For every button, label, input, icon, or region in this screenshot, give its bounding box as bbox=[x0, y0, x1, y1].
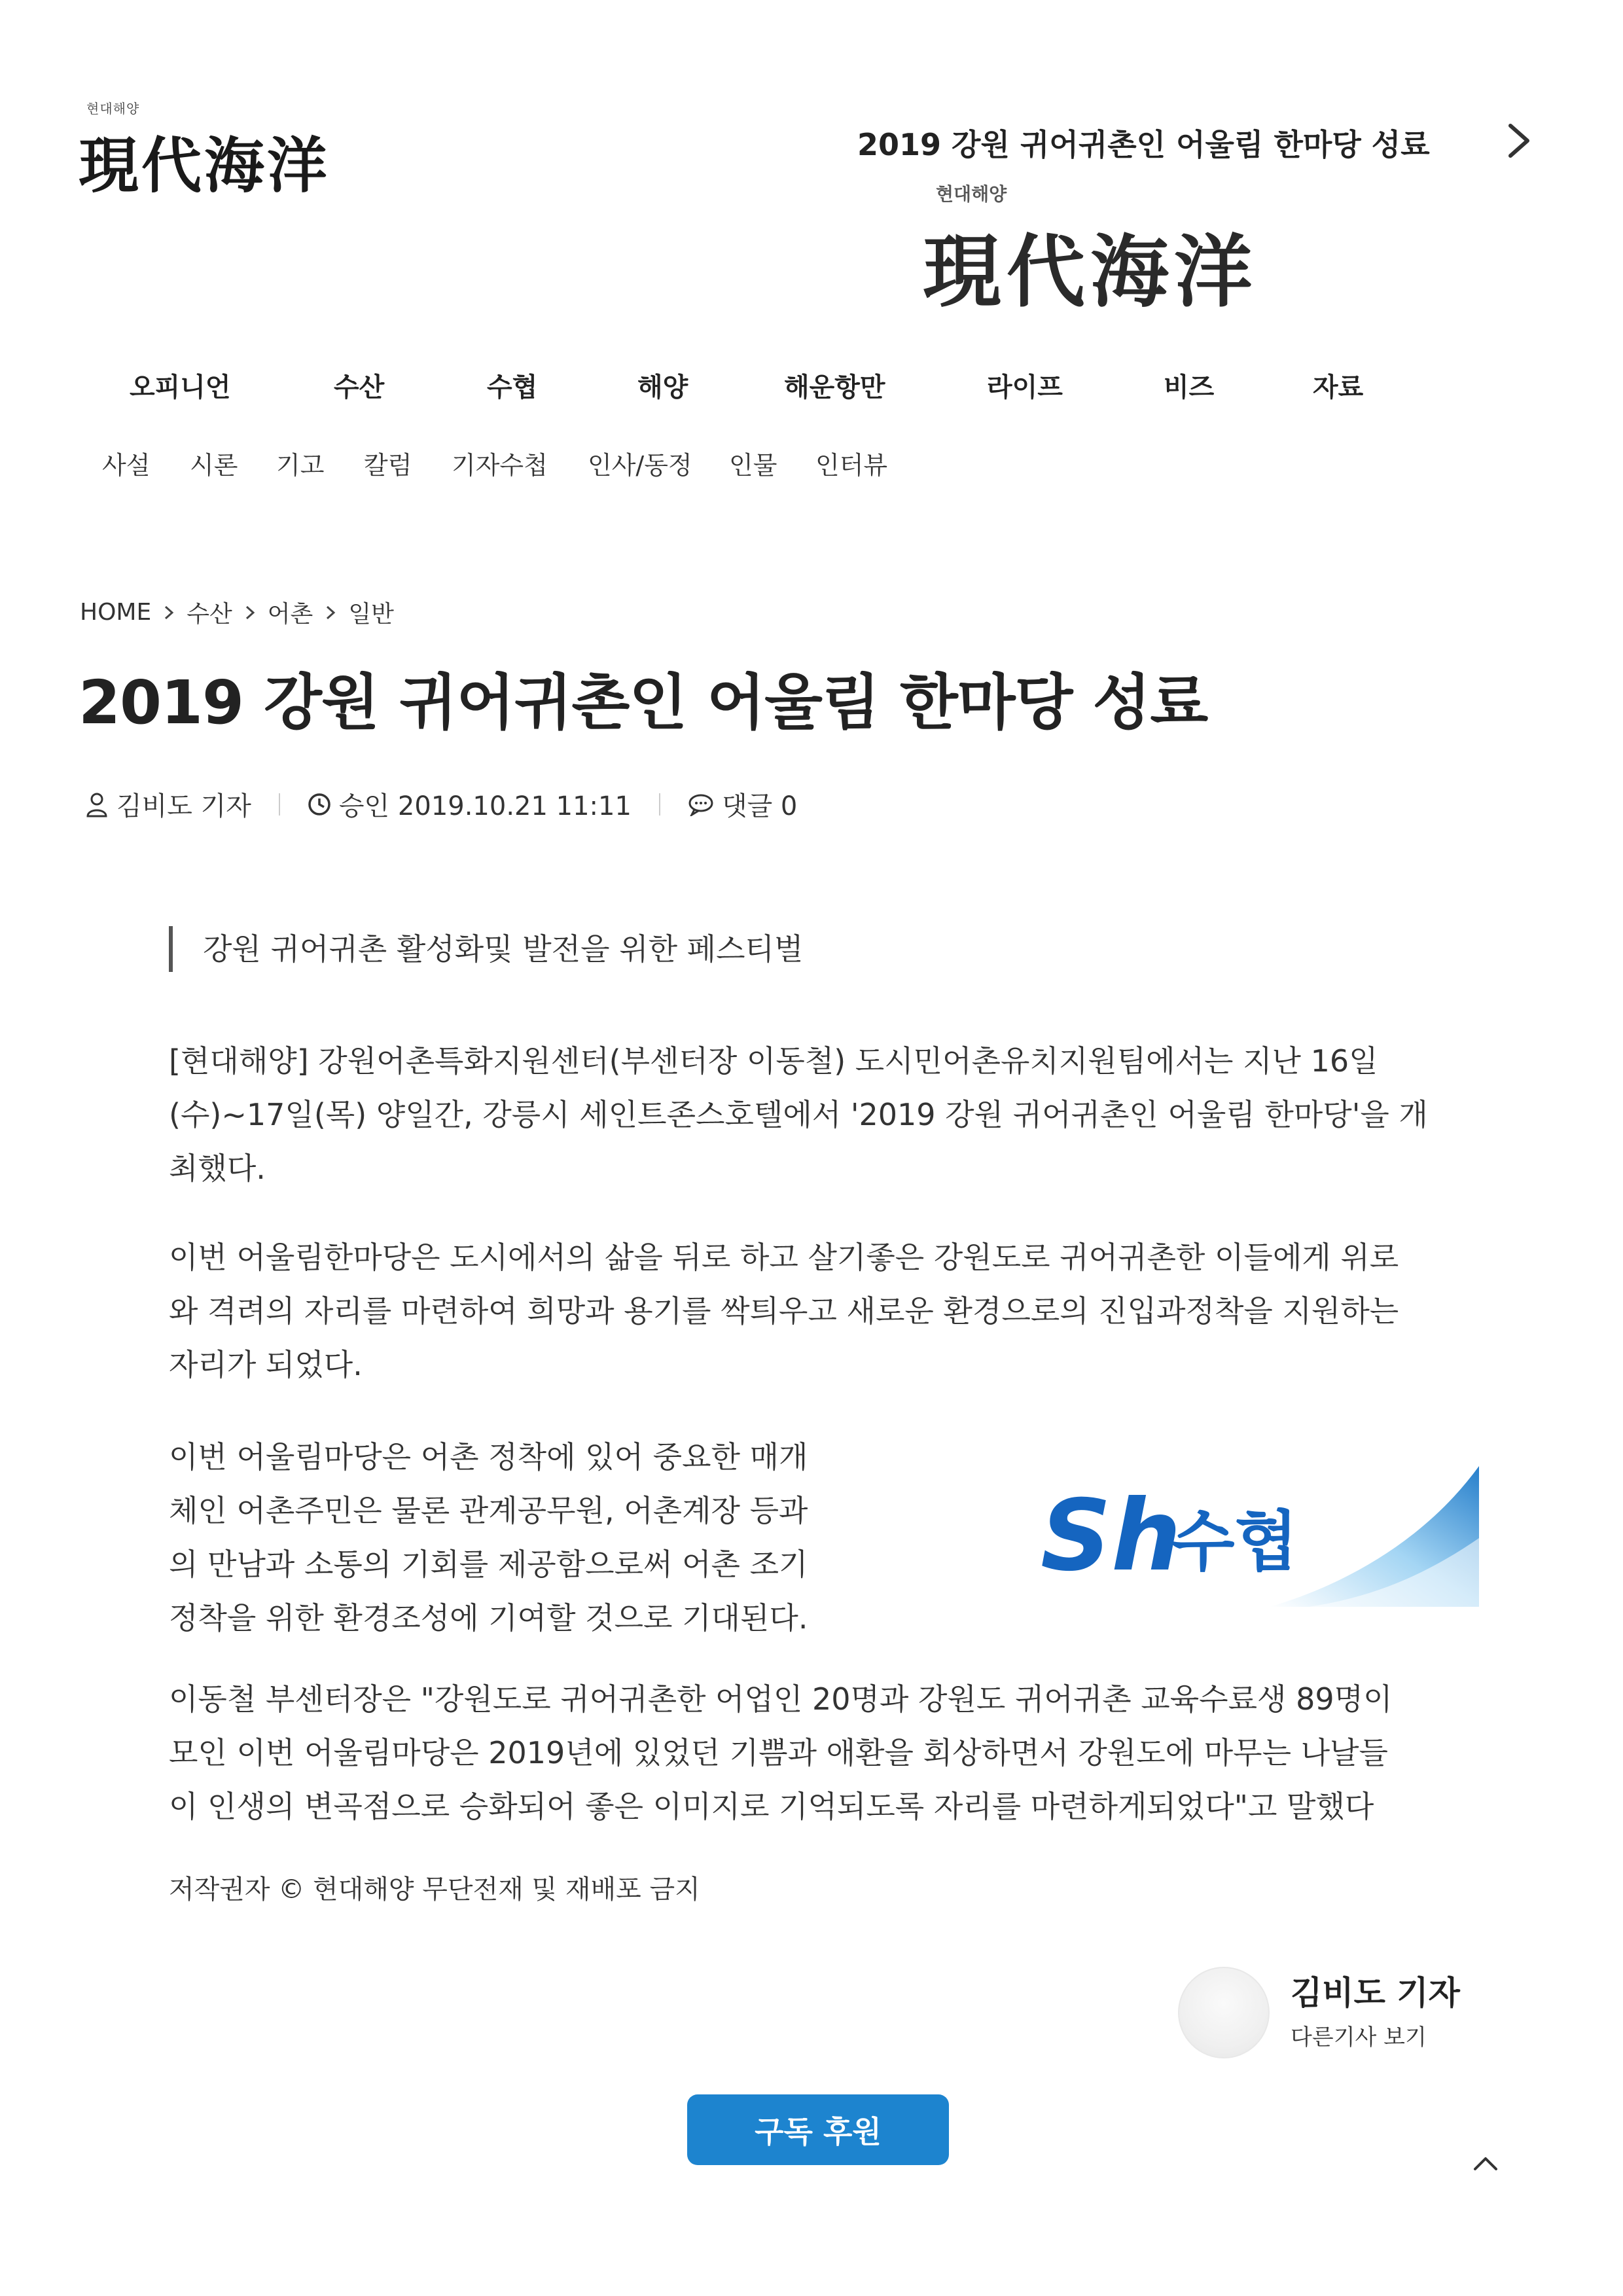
comment-meta[interactable] bbox=[688, 785, 797, 823]
date-meta bbox=[308, 785, 632, 823]
meta-divider bbox=[659, 793, 660, 816]
comment-icon bbox=[688, 793, 714, 816]
main-nav bbox=[0, 367, 1623, 406]
copyright-notice: 저작권자 © 현대해양 무단전재 및 재배포 금지 bbox=[169, 1874, 700, 1905]
chevron-right-icon bbox=[313, 603, 348, 622]
nav-item-data[interactable]: 자료 bbox=[1313, 372, 1364, 403]
paragraph-line: (수)~17일(목) 양일간, 강릉시 세인트존스호텔에서 '2019 강원 귀어귀촌인 어울림 한마당'을 개 bbox=[169, 1097, 1428, 1132]
sh-suhyup-logo bbox=[1034, 1460, 1479, 1610]
author-avatar[interactable] bbox=[1178, 1967, 1270, 2058]
nav-item-shipping[interactable]: 해운항만 bbox=[784, 372, 885, 403]
paragraph-line: 정착을 위한 환경조성에 기여할 것으로 기대된다. bbox=[169, 1600, 808, 1636]
subnav-item-people[interactable]: 인물 bbox=[729, 451, 777, 480]
subscribe-support-button[interactable]: 구독 후원 bbox=[687, 2094, 949, 2165]
paragraph-line: 자리가 되었다. bbox=[169, 1347, 363, 1382]
paragraph-line: 이동철 부센터장은 "강원도로 귀어귀촌한 어업인 20명과 강원도 귀어귀촌 교육수료생 89명이 bbox=[169, 1681, 1393, 1717]
breadcrumb-fishing-village[interactable]: 어촌 bbox=[267, 601, 313, 628]
chevron-right-icon[interactable] bbox=[1499, 118, 1538, 164]
logo-small-text: 현대해양 bbox=[86, 101, 140, 117]
subnav-item-editorial[interactable]: 사설 bbox=[102, 451, 151, 480]
logo2-small-text: 현대해양 bbox=[936, 183, 1007, 205]
chevron-up-icon[interactable] bbox=[1466, 2147, 1505, 2179]
author-meta[interactable] bbox=[85, 785, 251, 823]
paragraph-line: 이번 어울림마당은 어촌 정착에 있어 중요한 매개 bbox=[169, 1439, 808, 1475]
nav-item-ocean[interactable]: 해양 bbox=[637, 372, 688, 403]
nav-item-life[interactable]: 라이프 bbox=[987, 372, 1063, 403]
paragraph-line: [현대해양] 강원어촌특화지원센터(부센터장 이동철) 도시민어촌유치지원팀에서는 지난 16일 bbox=[169, 1043, 1378, 1079]
nav-item-fisheries[interactable]: 수산 bbox=[334, 372, 385, 403]
author-box-name[interactable]: 김비도 기자 bbox=[1291, 1974, 1460, 2012]
breadcrumb bbox=[80, 596, 394, 629]
nav-item-suhyup[interactable]: 수협 bbox=[487, 372, 538, 403]
header-logo-secondary bbox=[923, 180, 1381, 324]
paragraph-line: 모인 이번 어울림마당은 2019년에 있었던 기쁨과 애환을 회상하면서 강원도에 마무는 나날들 bbox=[169, 1735, 1388, 1770]
logo-main-text: 現代海洋 bbox=[79, 130, 330, 201]
article-paragraph bbox=[169, 1034, 1478, 1195]
user-icon bbox=[85, 791, 109, 817]
subnav-item-column[interactable]: 칼럼 bbox=[364, 451, 412, 480]
subnav-item-reporter-note[interactable]: 기자수첩 bbox=[452, 451, 548, 480]
author-name: 김비도 기자 bbox=[116, 791, 251, 821]
site-logo[interactable] bbox=[79, 98, 366, 201]
sub-nav bbox=[0, 445, 1623, 478]
chevron-right-icon bbox=[151, 603, 187, 622]
chevron-right-icon bbox=[232, 603, 268, 622]
paragraph-line: 이번 어울림한마당은 도시에서의 삶을 뒤로 하고 살기좋은 강원도로 귀어귀촌한 이들에게 위로 bbox=[169, 1240, 1399, 1275]
breadcrumb-home[interactable]: HOME bbox=[80, 599, 152, 626]
header-article-title[interactable]: 2019 강원 귀어귀촌인 어울림 한마당 성료 bbox=[857, 127, 1430, 162]
paragraph-line: 와 격려의 자리를 마련하여 희망과 용기를 싹틔우고 새로운 환경으로의 진입과정착을 지원하는 bbox=[169, 1293, 1399, 1329]
nav-item-opinion[interactable]: 오피니언 bbox=[130, 372, 231, 403]
paragraph-line: 이 인생의 변곡점으로 승화되어 좋은 이미지로 기억되도록 자리를 마련하게되었다"고 말했다 bbox=[169, 1789, 1374, 1824]
article-paragraph bbox=[169, 1430, 889, 1645]
other-articles-link[interactable]: 다른기사 보기 bbox=[1291, 2024, 1427, 2051]
article-meta bbox=[85, 785, 797, 823]
article-paragraph bbox=[169, 1672, 1478, 1833]
article-paragraph bbox=[169, 1230, 1478, 1391]
clock-icon bbox=[308, 793, 331, 816]
logo2-main-text: 現代海洋 bbox=[923, 226, 1258, 318]
paragraph-line: 의 만남과 소통의 기회를 제공함으로써 어촌 조기 bbox=[169, 1547, 808, 1582]
paragraph-line: 최했다. bbox=[169, 1151, 266, 1186]
breadcrumb-general[interactable]: 일반 bbox=[348, 601, 394, 628]
suhyup-text: 수협 bbox=[1171, 1503, 1298, 1580]
comment-count: 댓글 0 bbox=[721, 791, 798, 821]
sh-brand-text: Sh bbox=[1041, 1479, 1181, 1593]
subnav-item-contribution[interactable]: 기고 bbox=[276, 451, 325, 480]
paragraph-line: 체인 어촌주민은 물론 관계공무원, 어촌계장 등과 bbox=[169, 1493, 808, 1528]
subnav-item-column-sharon[interactable]: 시론 bbox=[190, 451, 238, 480]
subnav-item-interview[interactable]: 인터뷰 bbox=[815, 451, 888, 480]
approved-date: 승인 2019.10.21 11:11 bbox=[338, 791, 632, 821]
breadcrumb-fisheries[interactable]: 수산 bbox=[187, 601, 232, 628]
meta-divider bbox=[279, 793, 280, 816]
article-subtitle: 강원 귀어귀촌 활성화및 발전을 위한 페스티벌 bbox=[169, 926, 803, 972]
subnav-item-personnel[interactable]: 인사/동정 bbox=[588, 451, 692, 480]
article-title: 2019 강원 귀어귀촌인 어울림 한마당 성료 bbox=[79, 668, 1208, 738]
nav-item-biz[interactable]: 비즈 bbox=[1164, 372, 1215, 403]
